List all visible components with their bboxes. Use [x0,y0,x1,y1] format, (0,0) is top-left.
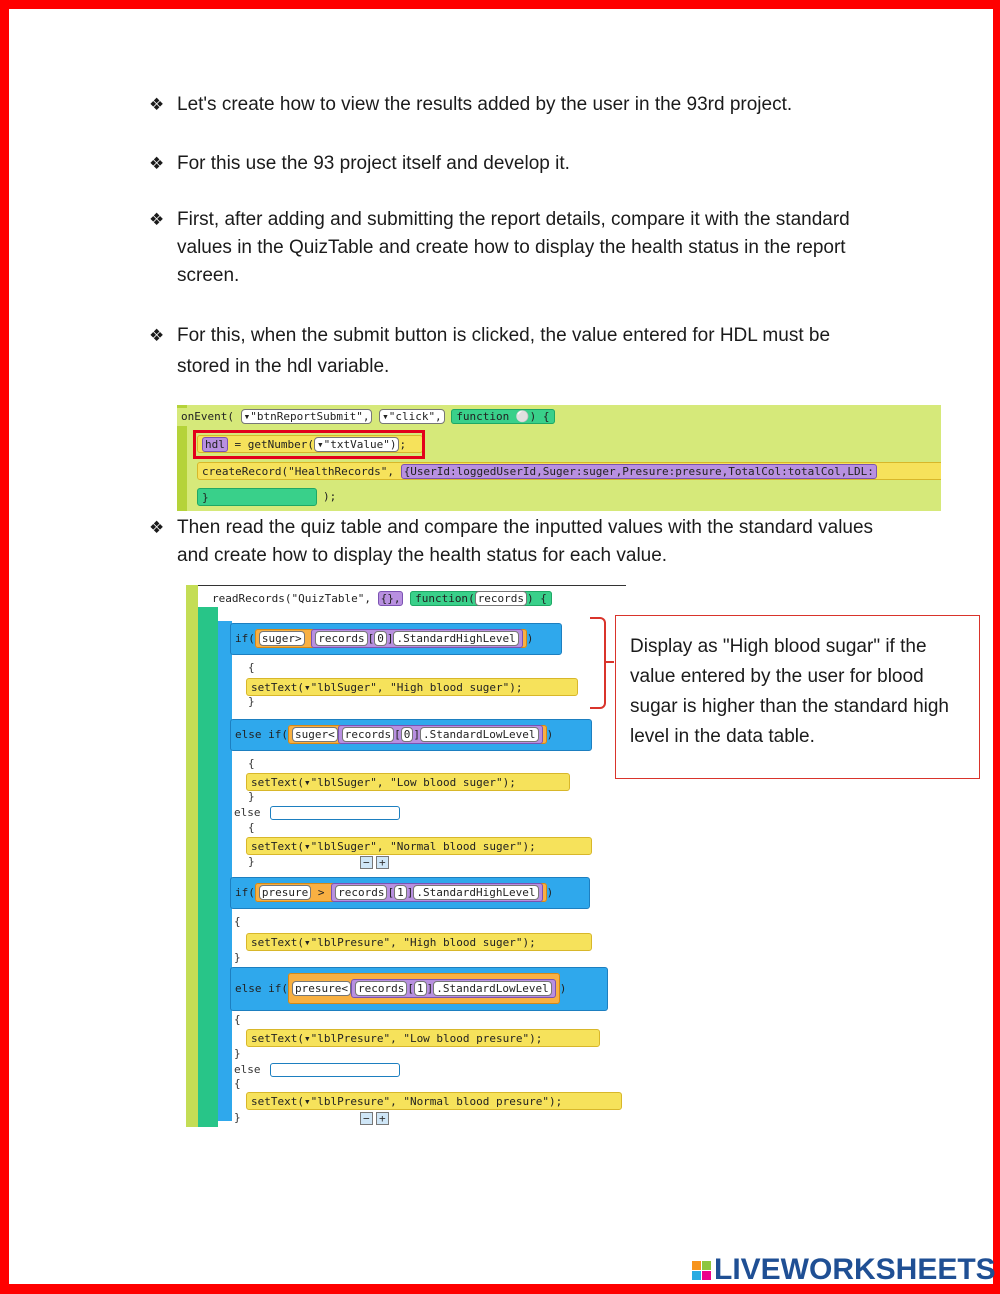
index: 1 [394,885,407,900]
logo-text: LIVEWORKSHEETS [714,1253,996,1286]
logo-square [702,1261,711,1270]
code-text: } [234,1047,241,1060]
function-block: function ⚪) { [451,409,554,424]
callout-box [615,615,980,779]
code-text: ; [399,438,407,451]
bullet-3 [149,206,879,290]
index: 1 [414,981,427,996]
callout-brace [590,617,606,709]
callout-text: Display as "High blood sugar" if the value entered by the user for blood sugar is higher than the standard high level in the data table. [630,636,949,747]
logo-squares-icon [692,1261,711,1280]
property: .StandardHighLevel [393,631,518,646]
code-text: else if( [235,982,288,995]
condition [288,973,560,1004]
function-rail [198,607,218,1127]
code-text: { [248,661,255,674]
records-access: records [ 0 ] .StandardLowLevel [338,725,543,744]
callout-brace-tip [604,661,614,663]
else-slot [270,806,400,820]
logo-square [702,1271,711,1280]
records-ref: records [335,885,387,900]
empty-object: {}, [378,591,404,606]
code-text: ) [546,728,554,741]
logo-square [692,1261,701,1270]
code-text: readRecords("QuizTable", [212,592,371,605]
suger-var: suger< [292,727,338,742]
settext-normal-presure [246,1092,622,1110]
settext-high-presure [246,933,592,951]
code-text: ); [323,490,337,503]
liveworksheets-logo [692,1253,996,1286]
records-access: records [ 1 ] .StandardLowLevel [351,979,556,998]
onevent-line [177,408,559,426]
code-text: else [234,806,261,819]
code-text: setText(▾"lblPresure", "High blood suger"); [251,936,536,949]
code-text: setText(▾"lblSuger", "Low blood suger"); [251,776,516,789]
readrecords-line [208,590,556,608]
event-id-arg: ▾"btnReportSubmit", [241,409,373,424]
code-text: } [202,491,209,504]
code-text: createRecord("HealthRecords", [202,465,395,478]
presure-var: presure< [292,981,351,996]
code-text: else [234,1063,261,1076]
if-presure-high [230,877,590,909]
records-ref: records [342,727,394,742]
records-access: records [ 1 ] .StandardHighLevel [331,883,542,902]
closing-brace [197,488,317,506]
bullet-mark-icon: ❖ [149,210,165,229]
code-text: } [234,1111,241,1124]
expand-button[interactable]: + [376,856,389,869]
createrecord-line [197,462,941,480]
code-text: { [542,410,550,423]
code-text: } [234,951,241,964]
highlight-box [193,430,425,459]
bullet-text: Then read the quiz table and compare the inputted values with the standard values and create how to display the health status for each value. [177,517,874,566]
records-ref: records [315,631,367,646]
expand-button[interactable]: + [376,1112,389,1125]
condition [288,725,547,744]
txtvalue-arg: ▾"txtValue") [314,437,399,452]
bullet-mark-icon: ❖ [149,154,165,173]
bullet-mark-icon: ❖ [149,518,165,537]
collapse-button[interactable]: − [360,856,373,869]
code-text: ) [526,632,534,645]
records-access: records [ 0 ] .StandardHighLevel [311,629,522,648]
code-text: setText(▾"lblSuger", "Normal blood suger"); [251,840,536,853]
code-text: > [317,886,325,899]
function-block: function( records ) { [410,591,552,606]
code-text: "click", [388,410,442,423]
code-text: function [415,592,469,605]
bullet-text: For this use the 93 project itself and develop it. [177,153,570,174]
code-text: { [234,1013,241,1026]
code-text: { [540,592,547,605]
presure-var: presure [259,885,311,900]
bullet-text: Let's create how to view the results added by the user in the 93rd project. [177,94,793,115]
code-text: "btnReportSubmit", [250,410,370,423]
code-text: else if( [235,728,288,741]
settext-normal-suger [246,837,592,855]
bullet-text: For this, when the submit button is clicked, the value entered for HDL must be stored in the hdl variable. [177,325,831,377]
suger-var: suger> [259,631,305,646]
code-screenshot-readrecords [186,585,626,1127]
bullet-text: First, after adding and submitting the report details, compare it with the standard values in the QuizTable and create how to display the health status in the report screen. [177,209,850,286]
top-rule [198,585,626,586]
code-text: } [248,790,255,803]
code-text: { [234,1077,241,1090]
hdl-variable: hdl [202,437,228,452]
settext-low-suger [246,773,570,791]
code-text: { [248,757,255,770]
closing-paren [319,488,340,506]
bullet-mark-icon: ❖ [149,326,165,345]
code-text: if( [235,632,255,645]
index: 0 [401,727,414,742]
code-text: { [234,915,241,928]
condition [255,629,527,648]
settext-high-suger [246,678,578,696]
code-text: ) [546,886,554,899]
if-suger-high [230,623,562,655]
bullet-2 [149,150,879,178]
code-text: if( [235,886,255,899]
property: .StandardHighLevel [413,885,538,900]
records-param: records [475,591,527,606]
records-ref: records [355,981,407,996]
code-text: } [248,695,255,708]
if-rail [218,621,232,1121]
bullet-4 [149,320,879,382]
else-slot [270,1063,400,1077]
settext-low-presure [246,1029,600,1047]
property: .StandardLowLevel [433,981,552,996]
code-text: ) [559,982,567,995]
bullet-5 [149,514,879,570]
block-rail [186,585,198,1127]
code-text: "txtValue") [323,438,397,451]
code-text: { [248,821,255,834]
index: 0 [374,631,387,646]
code-text: getNumber( [247,438,314,451]
code-text: setText(▾"lblPresure", "Low blood presure"); [251,1032,543,1045]
code-screenshot-onevent [177,405,941,511]
code-text: setText(▾"lblSuger", "High blood suger"); [251,681,523,694]
elseif-suger-low [230,719,592,751]
code-text: function [456,410,510,423]
collapse-button[interactable]: − [360,1112,373,1125]
property: .StandardLowLevel [420,727,539,742]
logo-square [692,1271,701,1280]
bullet-1 [149,91,879,119]
condition [255,883,547,902]
event-type-arg: ▾"click", [379,409,445,424]
elseif-presure-low [230,967,608,1011]
record-object: {UserId:loggedUserId,Suger:suger,Presure:presure,TotalCol:totalCol,LDL: [401,464,877,479]
code-text: onEvent( [181,410,234,423]
bullet-mark-icon: ❖ [149,95,165,114]
code-text: setText(▾"lblPresure", "Normal blood presure"); [251,1095,563,1108]
code-text: } [248,855,255,868]
code-text: = [234,438,242,451]
